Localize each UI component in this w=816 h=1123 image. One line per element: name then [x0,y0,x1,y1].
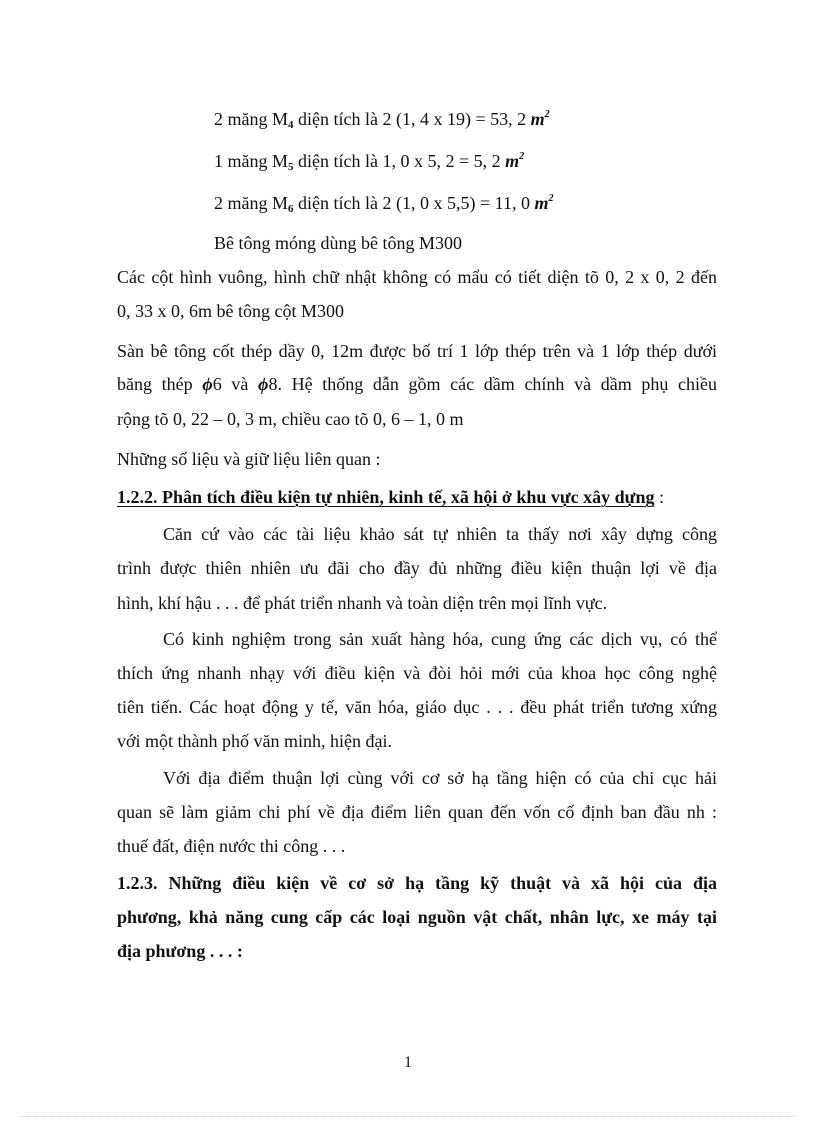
unit-m2 [534,193,553,213]
san-text-b: 6 và [212,374,259,394]
san-text-a: băng thép [117,374,203,394]
san-line-3: rộng tõ 0, 22 – 0, 3 m, chiều cao tõ 0, 6 – 1, 0 m [117,409,464,429]
nhung-so-lieu-line: Những số liệu và giữ liệu liên quan : [117,449,381,469]
paragraph-2-line-1: Có kinh nghiệm trong sản xuất hàng hóa, cung ứng các dịch vụ, có thể [163,629,717,649]
phi-symbol: ϕ [202,374,213,394]
unit-m: m [530,109,545,129]
heading-suffix: : [654,487,665,507]
cot-line-2: 0, 33 x 0, 6m bê tông cột M300 [117,301,344,321]
mang-subscript: 5 [288,161,294,173]
san-line-2 [117,373,717,395]
unit-exponent: 2 [544,109,550,120]
heading-1-2-2 [117,486,664,508]
page-bottom-divider [20,1116,796,1117]
page-number: 1 [404,1054,412,1071]
mang-subscript: 4 [288,119,294,131]
mang-text: diện tích là 2 (1, 4 x 19) = 53, 2 [293,109,531,129]
paragraph-3-line-1: Với địa điểm thuận lợi cùng với cơ sở hạ tầng hiện có của chi cục hải [163,768,717,788]
paragraph-2-line-4: với một thành phố văn minh, hiện đại. [117,731,392,751]
unit-m2 [531,109,550,129]
mang-text: diện tích là 2 (1, 0 x 5,5) = 11, 0 [293,193,535,213]
mang-text: diện tích là 1, 0 x 5, 2 = 5, 2 [293,151,506,171]
paragraph-1-line-2: trình được thiên nhiên ưu đãi cho đầy đủ những điều kiện thuận lợi về địa [117,558,717,578]
san-line-1: Sàn bê tông cốt thép dầy 0, 12m được bố trí 1 lớp thép trên và 1 lớp thép dưới [117,341,717,361]
cot-line-1: Các cột hình vuông, hình chữ nhật không có mẩu có tiết diện tõ 0, 2 x 0, 2 đến [117,267,717,287]
paragraph-1-line-3: hình, khí hậu . . . để phát triển nhanh và toàn diện trên mọi lĩnh vực. [117,593,608,613]
heading-1-2-3-line-1: 1.2.3. Những điều kiện về cơ sở hạ tầng kỹ thuật và xã hội của địa [117,873,717,893]
paragraph-2-line-3: tiên tiến. Các hoạt động y tế, văn hóa, giáo dục . . . đều phát triển tương xứng [117,697,717,717]
mang-prefix: 2 măng M [214,109,288,129]
be-tong-mong-line: Bê tông móng dùng bê tông M300 [214,233,462,253]
san-text-c: 8. Hệ thống dẫn gồm các dầm chính và dầm phụ chiều [268,374,717,394]
unit-m: m [534,193,549,213]
mang-m5-line [214,146,524,178]
mang-m4-line [214,104,550,136]
phi-symbol: ϕ [258,374,269,394]
heading-1-2-3-line-3: địa phương . . . : [117,941,243,961]
unit-m: m [505,151,520,171]
paragraph-1-line-1: Căn cứ vào các tài liệu khảo sát tự nhiên ta thấy nơi xây dựng công [163,524,717,544]
unit-m2 [505,151,524,171]
mang-m6-line [214,188,553,220]
unit-exponent: 2 [519,151,525,162]
heading-1-2-2-text: 1.2.2. Phân tích điều kiện tự nhiên, kinh tế, xã hội ở khu vực xây dựng [117,487,655,507]
mang-prefix: 2 măng M [214,193,288,213]
unit-exponent: 2 [548,193,554,204]
paragraph-3-line-2: quan sẽ làm giảm chi phí về địa điểm liên quan đến vốn cố định ban đầu nh : [117,802,717,822]
paragraph-3-line-3: thuế đất, điện nước thi công . . . [117,836,346,856]
paragraph-2-line-2: thích ứng nhanh nhạy với điều kiện và đòi hỏi mới của khoa học công nghệ [117,663,717,683]
mang-prefix: 1 măng M [214,151,288,171]
heading-1-2-3-line-2: phương, khả năng cung cấp các loại nguồn vật chất, nhân lực, xe máy tại [117,907,717,927]
mang-subscript: 6 [288,203,294,215]
